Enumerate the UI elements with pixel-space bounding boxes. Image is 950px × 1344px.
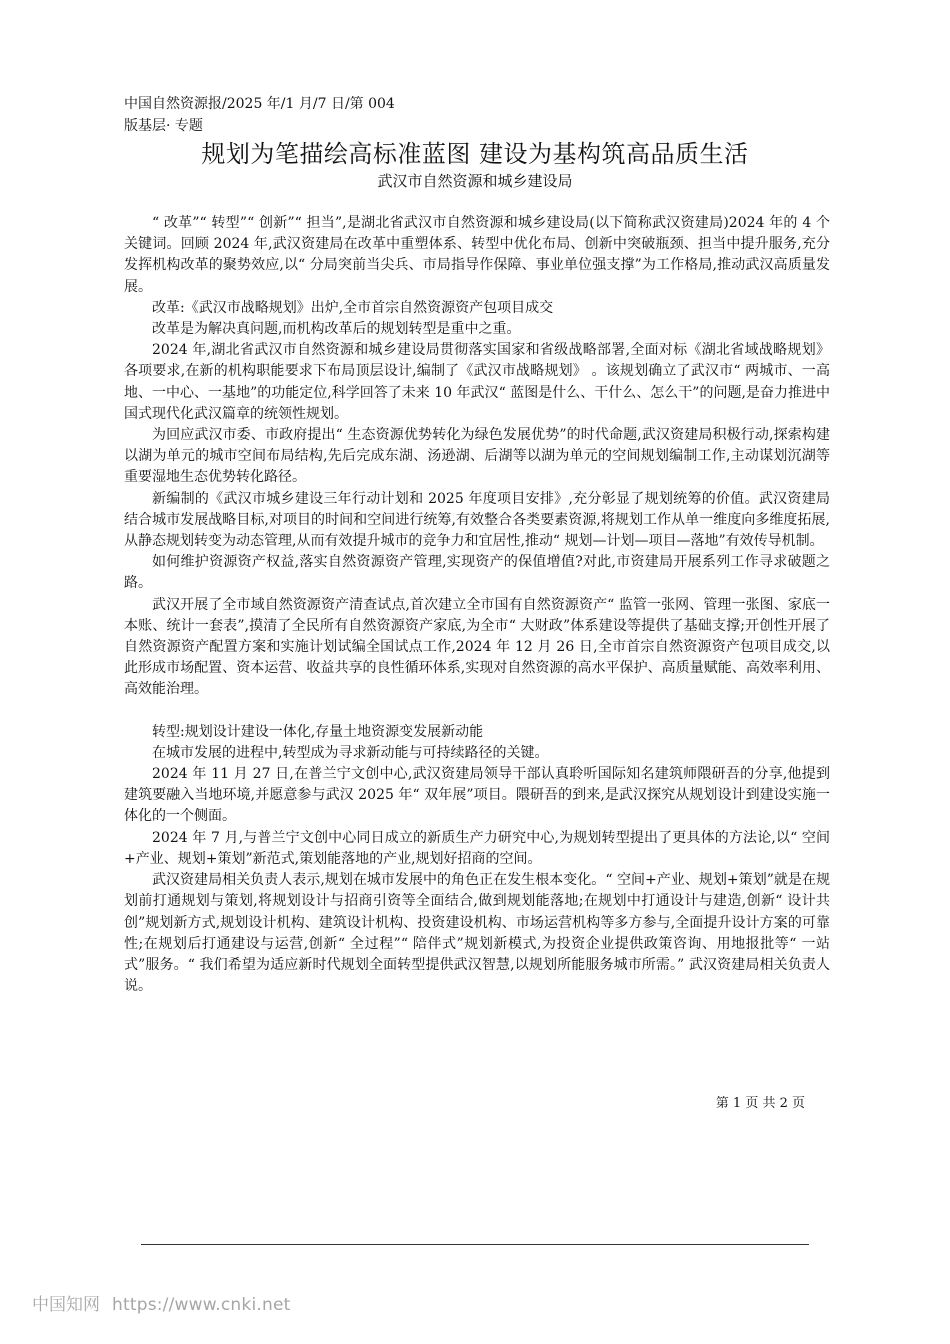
paragraph: 2024 年 7 月,与普兰宁文创中心同日成立的新质生产力研究中心,为规划转型提出了更具体的方法论,以“ 空间+产业、规划+策划”新范式,策划能落地的产业,规划好招商的空间。 [124, 829, 830, 867]
watermark-url: https://www.cnki.net [112, 1295, 291, 1315]
paragraph: “ 改革”“ 转型”“ 创新”“ 担当”,是湖北省武汉市自然资源和城乡建设局(以下简称武汉资建局)2024 年的 4 个关键词。回顾 2024 年,武汉资建局在改革中重塑体系、转型中优化布局、创新中突破瓶颈、担当中提升服务,充分发挥机构改革的聚势效应,以“ 分局突前当尖兵、市局指导作保障、事业单位强支撑”为工作格局,推动武汉高质量发展。 [124, 215, 830, 295]
paragraph: 2024 年,湖北省武汉市自然资源和城乡建设局贯彻落实国家和省级战略部署,全面对标《湖北省域战略规划》各项要求,在新的机构职能要求下布局顶层设计,编制了《武汉市战略规划》 。该规划确立了武汉市“ 两城市、一高地、一中心、一基地”的功能定位,科学回答了未来 10 年武汉“ 蓝图是什么、干什么、怎么干”的问题,是奋力推进中国式现代化武汉篇章的统领性规划。 [124, 342, 830, 422]
watermark [32, 1293, 290, 1317]
paragraph: 在城市发展的进程中,转型成为寻求新动能与可持续路径的关键。 [152, 744, 549, 761]
section-heading: 转型:规划设计建设一体化,存量土地资源变发展新动能 [152, 723, 484, 740]
paragraph: 武汉资建局相关负责人表示,规划在城市发展中的角色正在发生根本变化。“ 空间+产业、规划+策划”就是在规划前打通规划与策划,将规划设计与招商引资等全面结合,做到规划能落地;在规划中打通设计与建造,创新“ 设计共创”规划新方式,规划设计机构、建筑设计机构、投资建设机构、市场运营机构等多方参与,全面提升设计方案的可靠性;在规划后打通建设与运营,创新“ 全过程”“ 陪伴式”规划新模式,为投资企业提供政策咨询、用地报批等“ 一站式”服务。“ 我们希望为适应新时代规划全面转型提供武汉智慧,以规划所能服务城市所需。” 武汉资建局相关负责人说。 [124, 872, 830, 995]
paragraph: 改革是为解决真问题,而机构改革后的规划转型是重中之重。 [152, 321, 521, 338]
paragraph: 新编制的《武汉市城乡建设三年行动计划和 2025 年度项目安排》,充分彰显了规划统筹的价值。武汉资建局结合城市发展战略目标,对项目的时间和空间进行统筹,有效整合各类要素资源,将规划工作从单一维度向多维度拓展,从静态规划转变为动态管理,从而有效提升城市的竞争力和宜居性,推动“ 规划—计划—项目—落地”有效传导机制。 [124, 490, 830, 550]
watermark-name: 中国知网 [32, 1295, 100, 1315]
paragraph: 为回应武汉市委、市政府提出“ 生态资源优势转化为绿色发展优势”的时代命题,武汉资建局积极行动,探索构建以湖为单元的城市空间布局结构,先后完成东湖、汤逊湖、后湖等以湖为单元的空间规划编制工作,主动谋划沉湖等重要湿地生态优势转化路径。 [124, 427, 830, 486]
article-body [124, 213, 830, 997]
section-line: 版基层· 专题 [124, 118, 203, 134]
page-indicator: 第 1 页 共 2 页 [715, 1096, 805, 1111]
section-heading: 改革:《武汉市战略规划》出炉,全市首宗自然资源资产包项目成交 [152, 299, 554, 316]
paragraph: 2024 年 11 月 27 日,在普兰宁文创中心,武汉资建局领导干部认真聆听国际知名建筑师隈研吾的分享,他提到建筑要融入当地环境,并愿意参与武汉 2025 年“ 双年展”项目。隈研吾的到来,是武汉探究从规划设计到建设实施一体化的一个侧面。 [124, 766, 830, 825]
article-title: 规划为笔描绘高标准蓝图 建设为基构筑高品质生活 [201, 140, 749, 168]
footer-divider [141, 1244, 809, 1245]
article-byline: 武汉市自然资源和城乡建设局 [377, 172, 573, 190]
paragraph: 武汉开展了全市域自然资源资产清查试点,首次建立全市国有自然资源资产“ 监管一张网、管理一张图、家底一本账、统计一套表”,摸清了全民所有自然资源资产家底,为全市“ 大财政”体系建设等提供了基础支撑;开创性开展了自然资源资产配置方案和实施计划试编全国试点工作,2024 年 12 月 26 日,全市首宗自然资源资产包项目成交,以此形成市场配置、资本运营、收益共享的良性循环体系,实现对自然资源的高水平保护、高质量赋能、高效率利用、高效能治理。 [124, 596, 830, 698]
source-line: 中国自然资源报/2025 年/1 月/7 日/第 004 [124, 96, 395, 112]
paragraph: 如何维护资源资产权益,落实自然资源资产管理,实现资产的保值增值?对此,市资建局开展系列工作寻求破题之路。 [124, 554, 830, 592]
